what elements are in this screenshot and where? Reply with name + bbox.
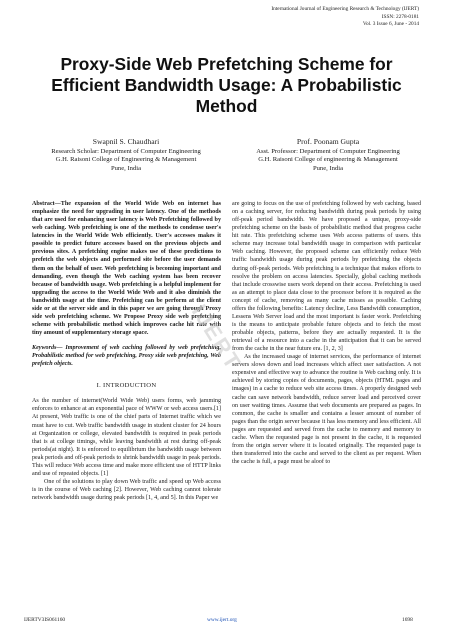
author-block-1 <box>28 138 224 173</box>
watermark: IJERT <box>186 300 247 375</box>
journal-volume: Vol. 3 Issue 6, June - 2014 <box>362 21 419 28</box>
journal-issn: ISSN: 2278-0181 <box>381 13 419 20</box>
keywords: Keywords— Improvement of web caching followed by web prefetching, Probabilistic method for web prefetching, Proxy side web prefetching, Web prefetch objects. <box>32 345 221 368</box>
footer-paper-id: IJERTV3IS061160 <box>24 617 66 623</box>
paper-title: Proxy-Side Web Prefetching Scheme for Efficient Bandwidth Usage: A Probabilistic Method <box>51 54 402 116</box>
intro-paragraph-1: As the number of internet(World Wide Web) users forms, web jamming enforces to enhance at an exponential pace of WWW or web access users.[1] At present, Web traffic is one of the chief parts of Internet traffic which we must have to cut. Web traffic bandwidth usage in student cluster for 24 hours at Organization or college, elevated bandwidth is required in peak periods that is at college timings, while leaving bandwidth at rest during off-peak periods(at night). It is enforced to equilibrium the bandwidth usage between peak periods and off-peak periods to shrink bandwidth usage in peak periods. This will reduce Web access time and make more efficient use of HTTP links and use of repeated objects. [1] <box>32 398 221 477</box>
intro-paragraph-2: One of the solutions to play down Web traffic and speed up Web access is in the course of Web caching [2]. However, Web caching cannot tolerate network bandwidth usage during peak periods [1, 4, and 5]. In this Paper we <box>32 478 221 502</box>
footer-url-link[interactable]: www.ijert.org <box>207 617 237 623</box>
footer-page-number: 1698 <box>402 617 413 623</box>
section-heading-introduction: I. INTRODUCTION <box>96 382 157 390</box>
author-name: Prof. Poonam Gupta <box>296 137 360 146</box>
author-institution: G.H. Raisoni College of Engineering & Management <box>55 156 197 164</box>
author-location: Pune, India <box>110 164 142 172</box>
author-location: Pune, India <box>312 164 344 172</box>
right-column <box>232 200 421 466</box>
author-role: Asst. Professor: Department of Computer Engineering <box>256 147 400 155</box>
body-paragraph-2: As the increased usage of internet services, the performance of internet servers slows down and load increases which affect user satisfaction. A not expensive and effective way to advance the routine is Web caching only. It is achieved by storing copies of documents, pages, objects (HTML pages and images) in a cache to reduce web site access times. A properly designed web cache can save network bandwidth, reduce server load and perceived cover on user waiting times. Assume that web documents are prepared as pages. In common, the cache is smaller and contains a lesser amount of number of pages than the origin server because it has less memory and less efficient. All pages are requested and served from the cache to memory and memory to cache. When the requested page is not present in the cache, it is requested from the origin server where it is located originally. The requested page is then transferred into the cache and served to the client as per request. When the cache is full, a page must be aloof to <box>232 354 421 465</box>
journal-name: International Journal of Engineering Research & Technology (IJERT) <box>271 6 419 12</box>
author-institution: G.H. Raisoni College of engineering & Management <box>258 156 398 164</box>
author-block-2 <box>230 138 426 173</box>
journal-header <box>159 6 419 29</box>
left-column <box>32 200 221 502</box>
author-role: Research Scholar: Department of Computer Engineering <box>51 147 201 155</box>
abstract: Abstract—The expansion of the World Wide Web on internet has emphasize the need for upgrading in user latency. One of the methods that are used for enhancing user latency is Web Prefetching followed by web caching. Web prefetching is one of the methods to condense user's latencies in the World Wide Web efficiently. User's accesses makes it possible to predict future accesses based on the previous objects and previous sites. A prefetching engine makes use of these predictions to prefetch the web objects and performed site before the user demands them on the behalf of user. Web prefetching is becoming important and demanding, even though the Web caching system has been recover because of bandwidth usage. Web prefetching is a helpful implement for upgrading the access to the World Wide Web and it also diminish the bandwidth usage at the time. Prefetching can be perform at the client side or at the server side and in this paper we are going through Proxy side web prefetching scheme. We Propose Proxy side web prefetching scheme with probabilistic method which improves cache hit rate with tiny amount of supplementary storage space. <box>32 201 221 336</box>
body-paragraph-1: are going to focus on the use of prefetching followed by web caching, based on a caching server, for reducing bandwidth during peak periods by using off-peak period bandwidth. We have proposed a unique, proxy-side prefetching scheme on the basis of probabilistic method that progress cache hit rate. This prefetching scheme uses Web access patterns of users. this scheme may increase total bandwidth usage in comparison with particular Web caching. However, the proposed scheme can efficiently reduce Web traffic bandwidth usage during peak periods by prefetching the objects during off-peak periods. Web prefetching is a technique that makes efforts to resolve the problem on access latencies. Specially, global caching methods that include crosswise users work depend on their access. Prefetching is used as an attempt to place data close to the processor before it is required as the concept of cache, removing as many cache misses as possible. Caching offers the following benefits: Latency decline, Less Bandwidth consumption, Lessens Web Server load and the most important is faster work. Prefetching is the means to anticipate probable future objects and to fetch the most probable objects, patterns, before they are actually requested. It is the retrieval of a resource into a cache in the anticipation that it can be served from the cache in the near future era. [1, 2, 3] <box>232 201 421 353</box>
author-name: Swapnil S. Chaudhari <box>92 137 160 146</box>
